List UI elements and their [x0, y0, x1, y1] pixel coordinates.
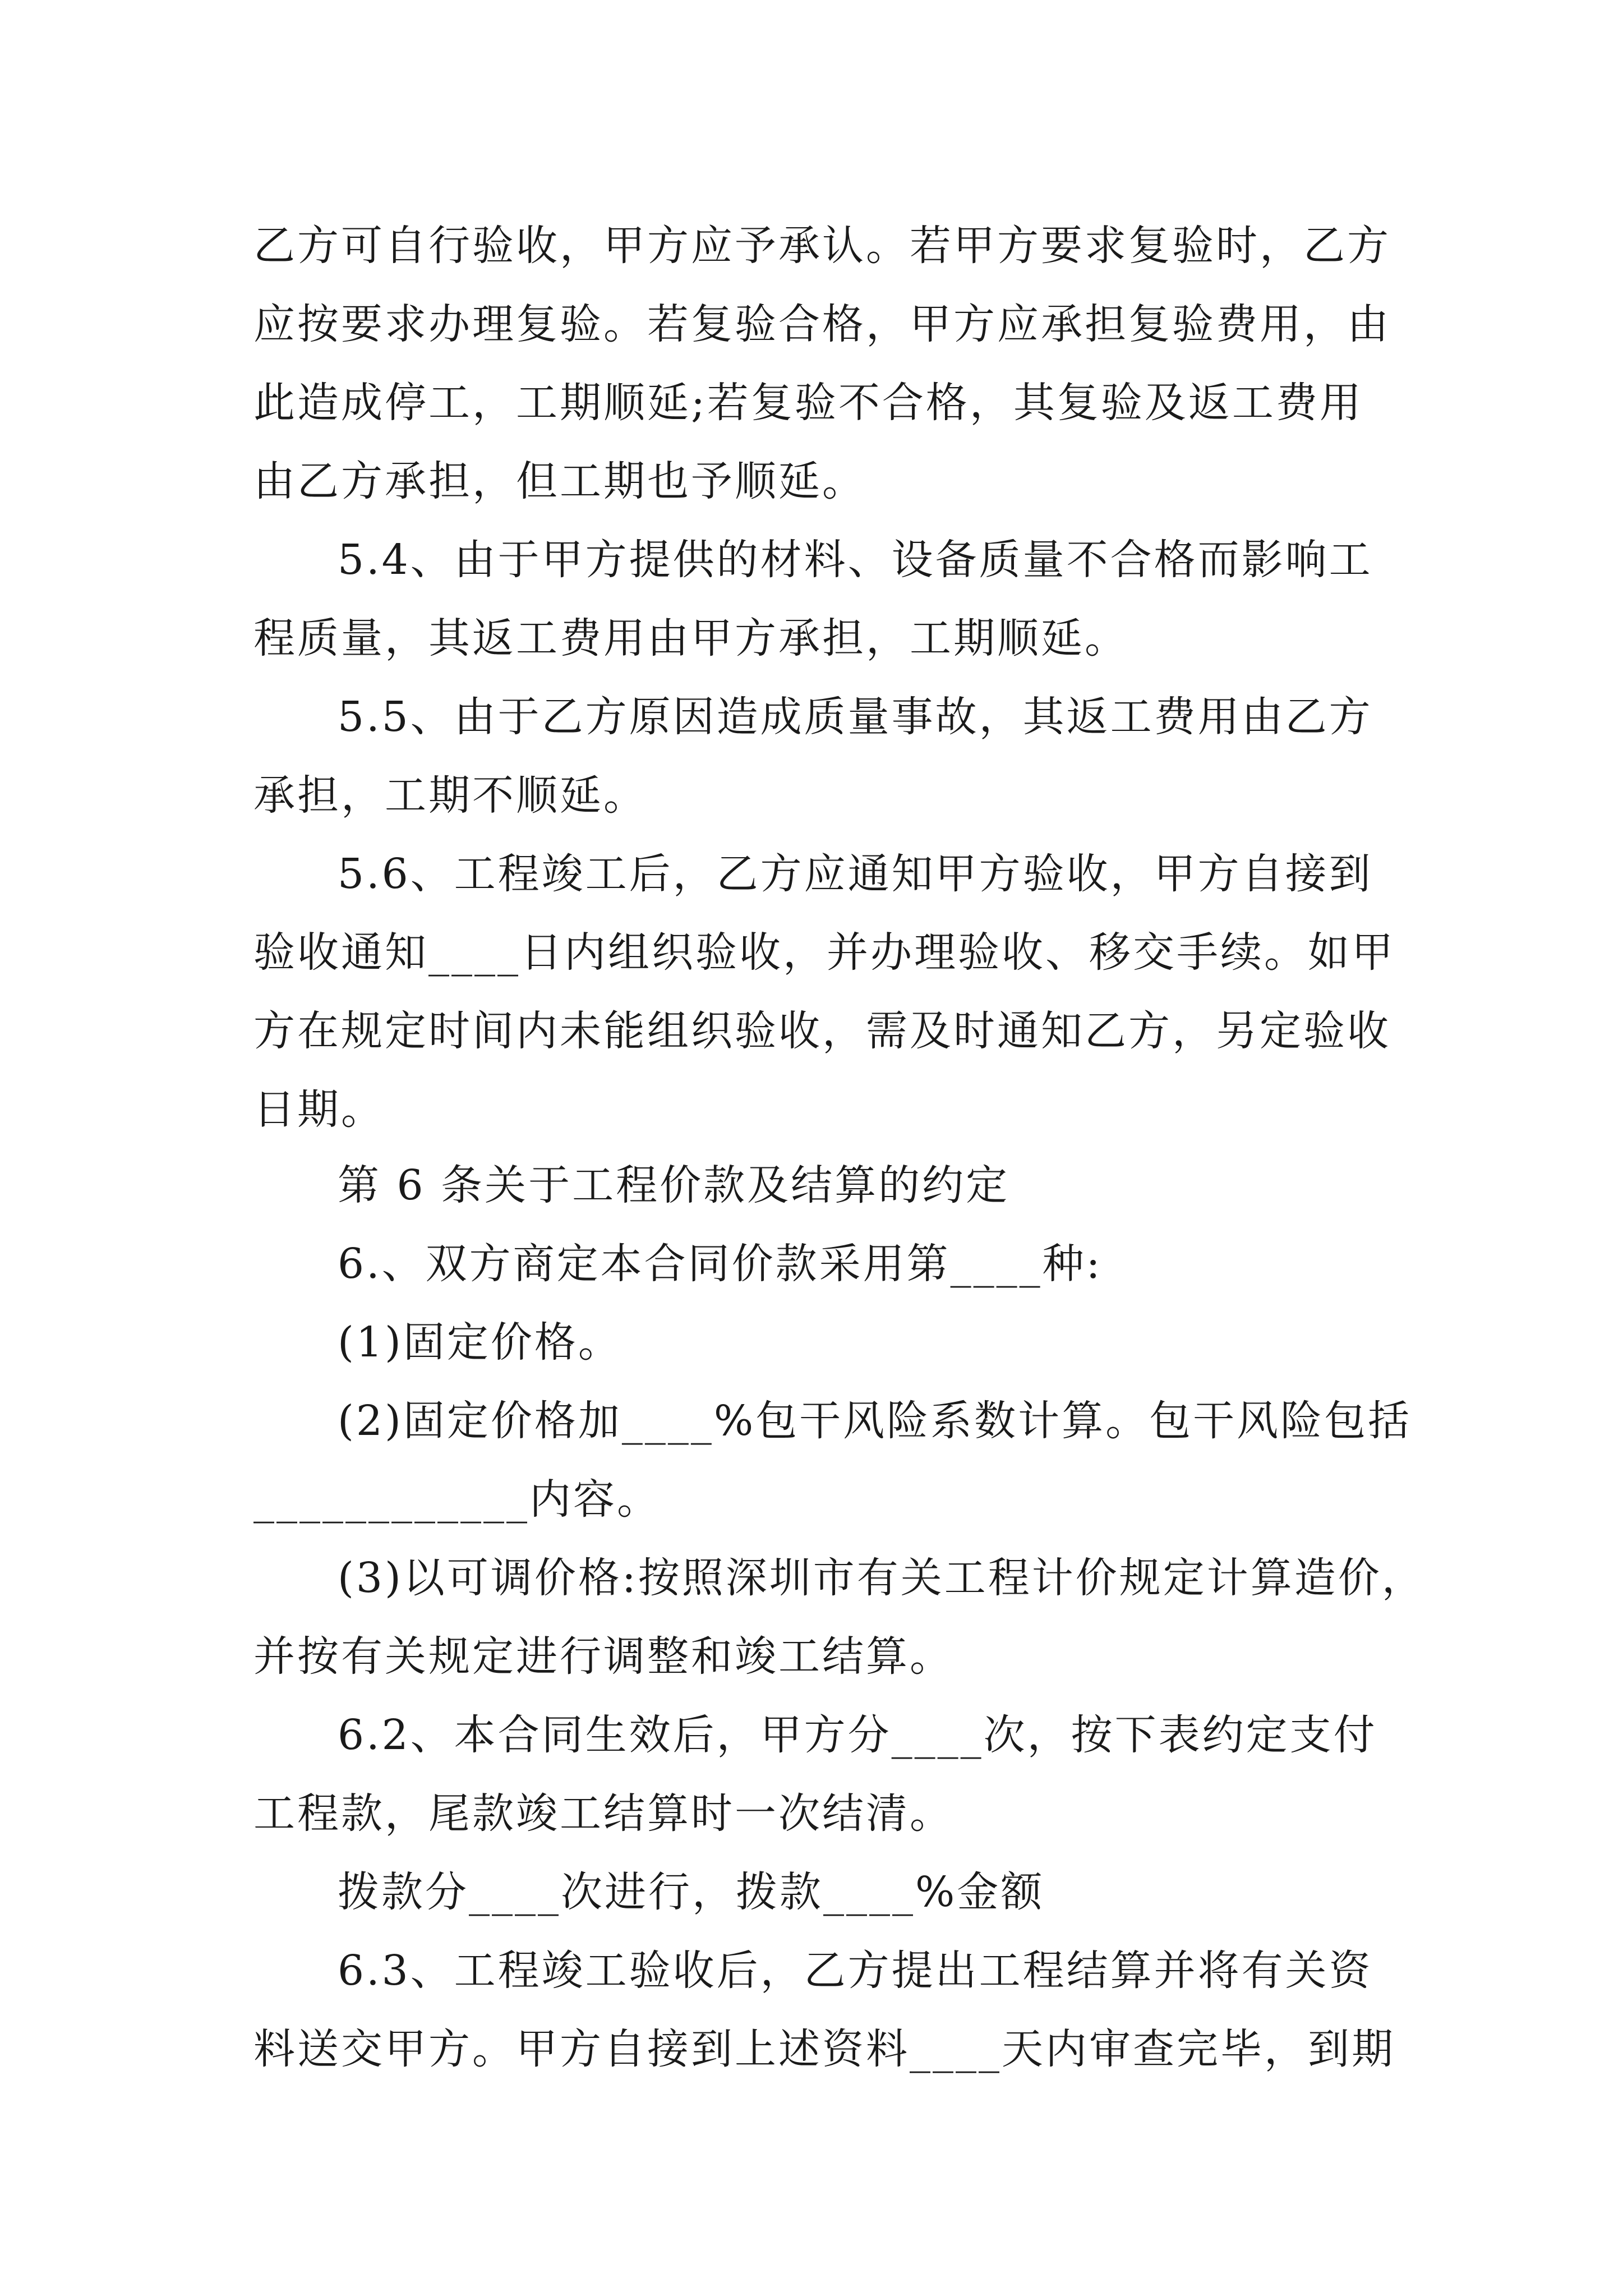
clause-5-5: 5.5、由于乙方原因造成质量事故，其返工费用由乙方 — [338, 693, 1373, 741]
payment-line: 拨款分____次进行，拨款____%金额 — [338, 1868, 1045, 1916]
paragraph-line: 承担，工期不顺延。 — [253, 771, 647, 820]
article-6-heading: 第 6 条关于工程价款及结算的约定 — [338, 1161, 1010, 1209]
option-3: (3)以可调价格:按照深圳市有关工程计价规定计算造价， — [338, 1554, 1426, 1602]
paragraph-line: 乙方可自行验收，甲方应予承认。若甲方要求复验时，乙方 — [253, 222, 1391, 270]
clause-5-6: 5.6、工程竣工后，乙方应通知甲方验收，甲方自接到 — [338, 850, 1373, 898]
paragraph-line: 此造成停工，工期顺延;若复验不合格，其复验及返工费用 — [253, 379, 1363, 427]
paragraph-line: 并按有关规定进行调整和竣工结算。 — [253, 1632, 953, 1681]
paragraph-line: 由乙方承担，但工期也予顺延。 — [253, 457, 866, 505]
paragraph-line: 程质量，其返工费用由甲方承担，工期顺延。 — [253, 614, 1128, 662]
paragraph-line: 日期。 — [253, 1085, 385, 1134]
paragraph-line: ____________内容。 — [253, 1475, 661, 1524]
option-2: (2)固定价格加____%包干风险系数计算。包干风险包括 — [338, 1397, 1412, 1445]
clause-5-4: 5.4、由于甲方提供的材料、设备质量不合格而影响工 — [338, 536, 1373, 584]
clause-6-3: 6.3、工程竣工验收后，乙方提出工程结算并将有关资 — [338, 1947, 1373, 1995]
paragraph-line: 料送交甲方。甲方自接到上述资料____天内审查完毕，到期 — [253, 2025, 1395, 2073]
paragraph-line: 应按要求办理复验。若复验合格，甲方应承担复验费用，由 — [253, 300, 1391, 348]
paragraph-line: 验收通知____日内组织验收，并办理验收、移交手续。如甲 — [253, 928, 1395, 977]
clause-6-2: 6.2、本合同生效后，甲方分____次，按下表约定支付 — [338, 1711, 1377, 1759]
paragraph-line: 工程款，尾款竣工结算时一次结清。 — [253, 1789, 953, 1838]
paragraph-line: 方在规定时间内未能组织验收，需及时通知乙方，另定验收 — [253, 1007, 1391, 1055]
option-1: (1)固定价格。 — [338, 1318, 622, 1366]
clause-6-1: 6.、双方商定本合同价款采用第____种: — [338, 1240, 1103, 1288]
